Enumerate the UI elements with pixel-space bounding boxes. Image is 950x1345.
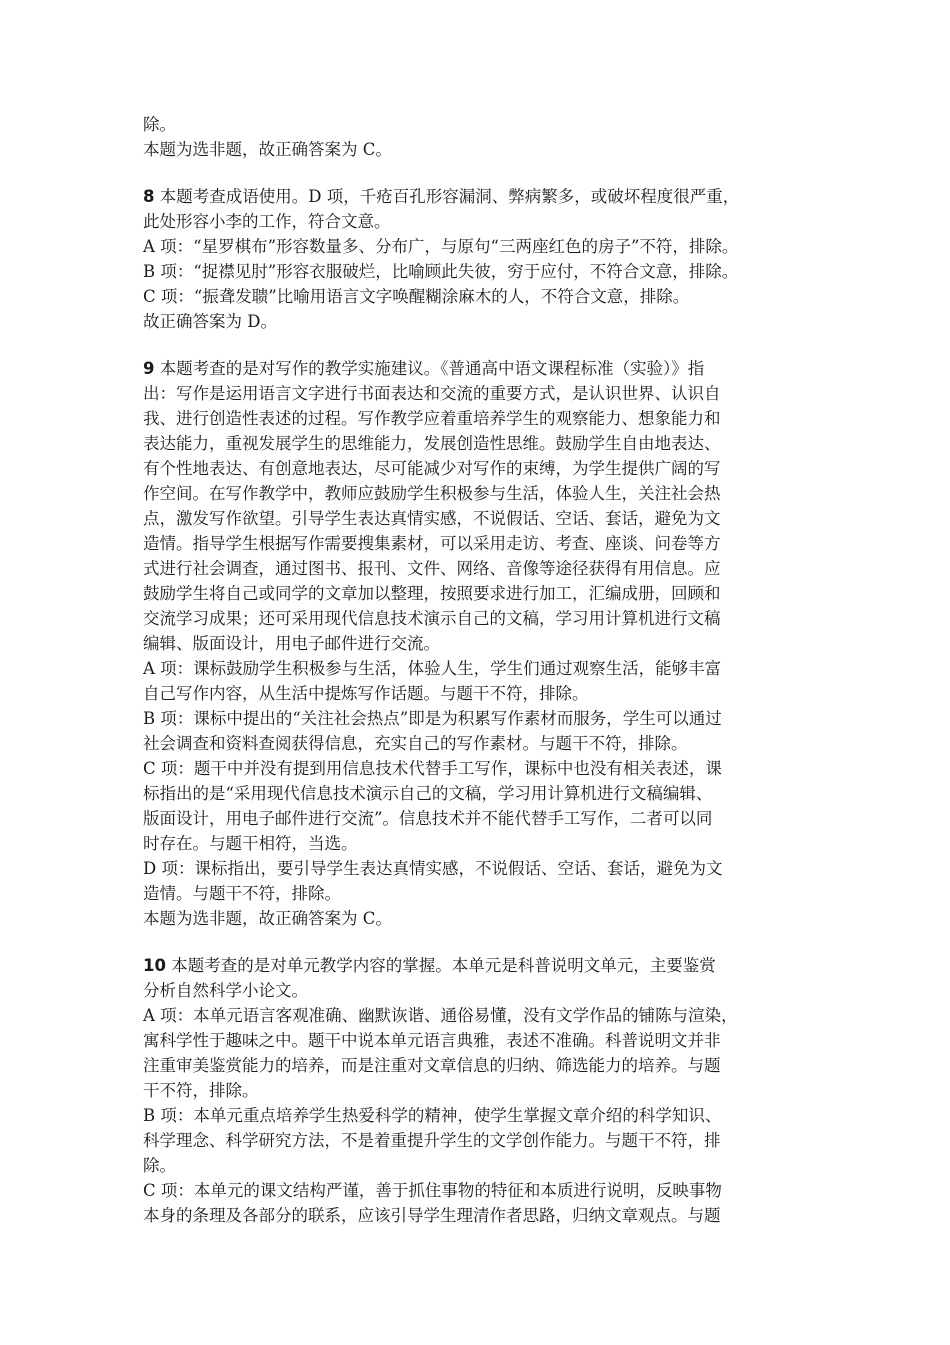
text-line xyxy=(143,906,813,931)
text-line xyxy=(143,681,813,706)
text-line xyxy=(143,234,813,259)
section-gap xyxy=(143,334,813,356)
line-text: 此处形容小李的工作，符合文意。 xyxy=(143,212,391,231)
question-number: 9 xyxy=(143,359,155,378)
line-text: 式进行社会调查，通过图书、报刊、文件、网络、音像等途径获得有用信息。应 xyxy=(143,559,721,578)
text-line xyxy=(143,856,813,881)
text-line xyxy=(143,1028,813,1053)
line-text: 造情。与题干不符，排除。 xyxy=(143,884,341,903)
question-number: 10 xyxy=(143,956,166,975)
line-text: 表达能力，重视发展学生的思维能力，发展创造性思维。鼓励学生自由地表达、 xyxy=(143,434,721,453)
text-line xyxy=(143,259,813,284)
line-text: 版面设计，用电子邮件进行交流”。信息技术并不能代替手工写作，二者可以同 xyxy=(143,809,713,828)
line-text: 标指出的是“采用现代信息技术演示自己的文稿，学习用计算机进行文稿编辑、 xyxy=(143,784,713,803)
line-text: 时存在。与题干相符，当选。 xyxy=(143,834,358,853)
line-text: 本题考查成语使用。D 项，千疮百孔形容漏洞、弊病繁多，或破坏程度很严重， xyxy=(154,187,740,206)
line-text: D 项：课标指出，要引导学生表达真情实感，不说假话、空话、套话，避免为文 xyxy=(143,859,723,878)
document-page xyxy=(143,112,813,1228)
line-text: 有个性地表达、有创意地表达，尽可能减少对写作的束缚，为学生提供广阔的写 xyxy=(143,459,721,478)
line-text: C 项：本单元的课文结构严谨，善于抓住事物的特征和本质进行说明，反映事物 xyxy=(143,1181,722,1200)
line-text: B 项：课标中提出的“关注社会热点”即是为积累写作素材而服务，学生可以通过 xyxy=(143,709,722,728)
text-line xyxy=(143,209,813,234)
question-number: 8 xyxy=(143,187,155,206)
answer-section xyxy=(143,112,813,162)
text-line xyxy=(143,531,813,556)
text-line xyxy=(143,1153,813,1178)
text-line xyxy=(143,1203,813,1228)
text-line xyxy=(143,1128,813,1153)
section-gap xyxy=(143,162,813,184)
text-line xyxy=(143,506,813,531)
line-text: C 项：“振聋发聩”比喻用语言文字唤醒糊涂麻木的人，不符合文意，排除。 xyxy=(143,287,690,306)
line-text: 交流学习成果；还可采用现代信息技术演示自己的文稿，学习用计算机进行文稿 xyxy=(143,609,721,628)
text-line xyxy=(143,978,813,1003)
text-line xyxy=(143,706,813,731)
line-text: A 项：“星罗棋布”形容数量多、分布广，与原句“三两座红色的房子”不符，排除。 xyxy=(143,237,739,256)
text-line xyxy=(143,356,813,381)
text-line xyxy=(143,309,813,334)
line-text: 寓科学性于趣味之中。题干中说本单元语言典雅，表述不准确。科普说明文并非 xyxy=(143,1031,721,1050)
line-text: B 项：“捉襟见肘”形容衣服破烂，比喻顾此失彼，穷于应付，不符合文意，排除。 xyxy=(143,262,739,281)
line-text: 本题考查的是对单元教学内容的掌握。本单元是科普说明文单元，主要鉴赏 xyxy=(165,956,716,975)
text-line xyxy=(143,581,813,606)
text-line xyxy=(143,731,813,756)
line-text: 出：写作是运用语言文字进行书面表达和交流的重要方式，是认识世界、认识自 xyxy=(143,384,721,403)
text-line xyxy=(143,1078,813,1103)
line-text: 本题为选非题，故正确答案为 C。 xyxy=(143,909,392,928)
line-text: 除。 xyxy=(143,1156,176,1175)
text-line xyxy=(143,184,813,209)
text-line xyxy=(143,1103,813,1128)
text-line xyxy=(143,881,813,906)
line-text: 干不符，排除。 xyxy=(143,1081,259,1100)
line-text: 本题为选非题，故正确答案为 C。 xyxy=(143,140,392,159)
text-line xyxy=(143,456,813,481)
text-line xyxy=(143,656,813,681)
answer-section xyxy=(143,953,813,1228)
text-line xyxy=(143,756,813,781)
text-line xyxy=(143,284,813,309)
line-text: A 项：本单元语言客观准确、幽默诙谐、通俗易懂，没有文学作品的铺陈与渲染， xyxy=(143,1006,738,1025)
line-text: 社会调查和资料查阅获得信息，充实自己的写作素材。与题干不符，排除。 xyxy=(143,734,688,753)
text-line xyxy=(143,781,813,806)
text-line xyxy=(143,556,813,581)
line-text: 作空间。在写作教学中，教师应鼓励学生积极参与生活，体验人生，关注社会热 xyxy=(143,484,721,503)
text-line xyxy=(143,953,813,978)
line-text: C 项：题干中并没有提到用信息技术代替手工写作，课标中也没有相关表述，课 xyxy=(143,759,722,778)
answer-section xyxy=(143,356,813,931)
line-text: 我、进行创造性表述的过程。写作教学应着重培养学生的观察能力、想象能力和 xyxy=(143,409,721,428)
text-line xyxy=(143,831,813,856)
text-line xyxy=(143,137,813,162)
text-line xyxy=(143,606,813,631)
line-text: B 项：本单元重点培养学生热爱科学的精神，使学生掌握文章介绍的科学知识、 xyxy=(143,1106,722,1125)
text-line xyxy=(143,431,813,456)
line-text: 本题考查的是对写作的教学实施建议。《普通高中语文课程标准（实验）》指 xyxy=(154,359,705,378)
line-text: 注重审美鉴赏能力的培养，而是注重对文章信息的归纳、筛选能力的培养。与题 xyxy=(143,1056,721,1075)
line-text: A 项：课标鼓励学生积极参与生活，体验人生，学生们通过观察生活，能够丰富 xyxy=(143,659,722,678)
line-text: 点，激发写作欲望。引导学生表达真情实感，不说假话、空话、套话，避免为文 xyxy=(143,509,721,528)
text-line xyxy=(143,806,813,831)
answer-section xyxy=(143,184,813,334)
line-text: 鼓励学生将自己或同学的文章加以整理，按照要求进行加工，汇编成册，回顾和 xyxy=(143,584,721,603)
text-line xyxy=(143,1053,813,1078)
text-line xyxy=(143,406,813,431)
section-gap xyxy=(143,931,813,953)
text-line xyxy=(143,112,813,137)
line-text: 自己写作内容，从生活中提炼写作话题。与题干不符，排除。 xyxy=(143,684,589,703)
text-line xyxy=(143,481,813,506)
text-line xyxy=(143,381,813,406)
line-text: 除。 xyxy=(143,115,176,134)
line-text: 科学理念、科学研究方法，不是着重提升学生的文学创作能力。与题干不符，排 xyxy=(143,1131,721,1150)
text-line xyxy=(143,1003,813,1028)
line-text: 故正确答案为 D。 xyxy=(143,312,277,331)
line-text: 分析自然科学小论文。 xyxy=(143,981,308,1000)
text-line xyxy=(143,1178,813,1203)
text-line xyxy=(143,631,813,656)
line-text: 编辑、版面设计，用电子邮件进行交流。 xyxy=(143,634,440,653)
line-text: 造情。指导学生根据写作需要搜集素材，可以采用走访、考查、座谈、问卷等方 xyxy=(143,534,721,553)
line-text: 本身的条理及各部分的联系，应该引导学生理清作者思路，归纳文章观点。与题 xyxy=(143,1206,721,1225)
